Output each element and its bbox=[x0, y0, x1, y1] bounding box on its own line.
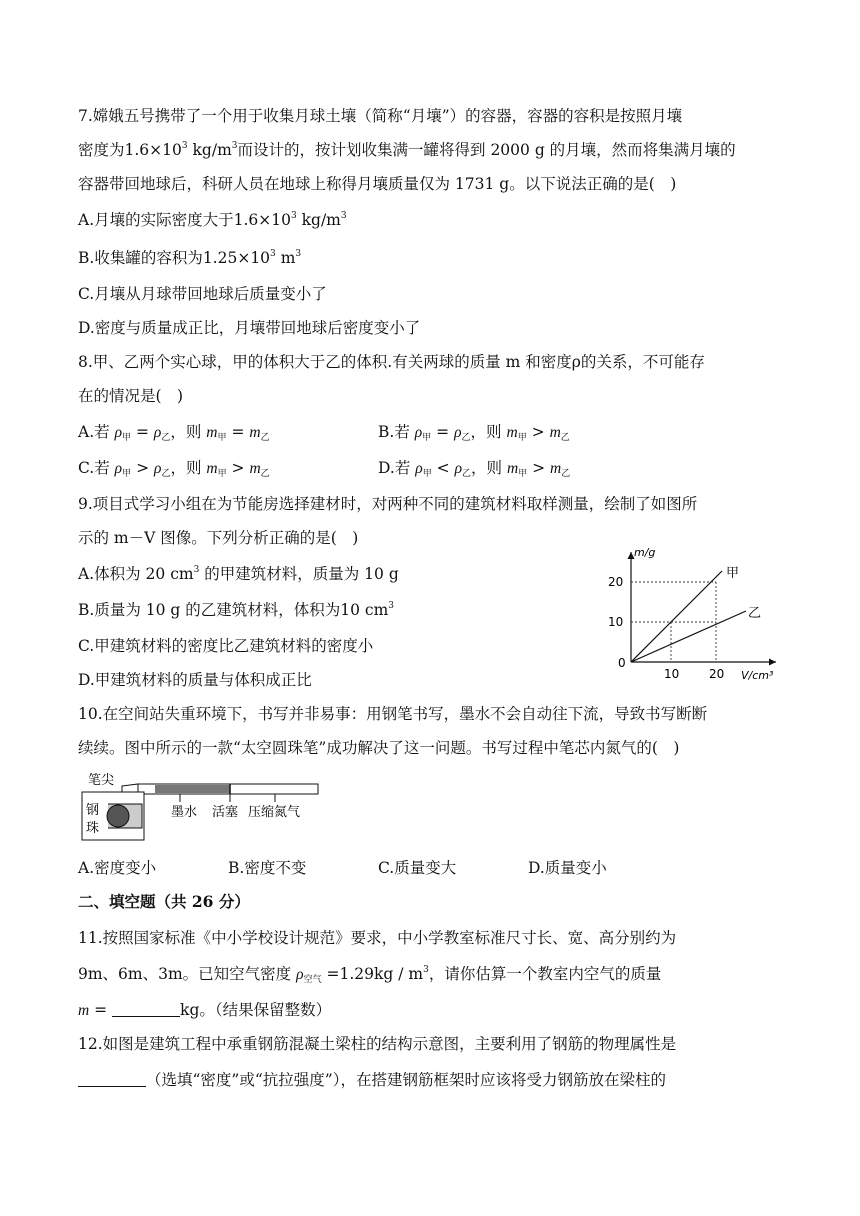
q7-stem-line2: 密度为$1.6\times 10^3$ $kg/m^3$而设计的，按计划收集满一罐将得到 2000 g 的月壤，然而将集满月壤的 bbox=[78, 141, 736, 159]
q9-stem-line2: 示的 m－V 图像。下列分析正确的是( ) bbox=[78, 529, 359, 547]
q7-option-b: B.收集罐的容积为$1.25\times 10^3$ $m^3$ bbox=[78, 249, 302, 267]
y-tick-20: 20 bbox=[608, 575, 624, 589]
q8-option-b: B.若 $\rho_甲 = \rho_乙$，则 $m_甲 > m_乙$ bbox=[378, 423, 570, 443]
q7-stem-line3: 容器带回地球后，科研人员在地球上称得月壤质量仅为 1731 g。以下说法正确的是( ) bbox=[78, 175, 677, 193]
series-yi-label: 乙 bbox=[748, 606, 762, 621]
q11-stem-line3: m = kg。（结果保留整数） bbox=[78, 1001, 332, 1019]
gas-label: 压缩氮气 bbox=[248, 805, 301, 820]
q11-answer-blank[interactable] bbox=[112, 1002, 180, 1017]
q9-stem-line1: 9.项目式学习小组在为节能房选择建材时，对两种不同的建筑材料取样测量，绘制了如图所 bbox=[78, 495, 698, 513]
q10-option-b: B.密度不变 bbox=[228, 859, 307, 877]
q12-stem-line1: 12.如图是建筑工程中承重钢筋混凝土梁柱的结构示意图，主要利用了钢筋的物理属性是 bbox=[78, 1035, 677, 1053]
x-axis-label: V/cm³ bbox=[741, 669, 774, 682]
q7-option-d: D.密度与质量成正比，月壤带回地球后密度变小了 bbox=[78, 319, 421, 337]
x-tick-20: 20 bbox=[709, 667, 725, 681]
q9-option-b: B.质量为 10 g 的乙建筑材料，体积为10 $cm^3$ bbox=[78, 601, 395, 619]
q11-stem-line2: 9m、6m、3m。已知空气密度 $\rho_{空气} =1.29kg / m^3$，请你估算一个教室内空气的质量 bbox=[78, 965, 662, 985]
q10-option-a: A.密度变小 bbox=[78, 859, 157, 877]
q7-option-a: A.月壤的实际密度大于$1.6\times 10^3$ $kg/m^3$ bbox=[78, 211, 347, 229]
q8-option-c: C.若 $\rho_甲 > \rho_乙$，则 $m_甲 > m_乙$ bbox=[78, 459, 270, 479]
q8-option-a: A.若 $\rho_甲 = \rho_乙$，则 $m_甲 = m_乙$ bbox=[78, 423, 270, 443]
q9-option-c: C.甲建筑材料的密度比乙建筑材料的密度小 bbox=[78, 637, 374, 655]
ball-label-1: 钢 bbox=[86, 803, 100, 818]
ball-label-2: 珠 bbox=[86, 821, 100, 836]
q9-option-a: A.体积为 20 $cm^3$ 的甲建筑材料，质量为 10 g bbox=[78, 565, 399, 583]
ink-fill bbox=[155, 785, 230, 793]
series-jia-label: 甲 bbox=[726, 566, 740, 581]
q8-stem-line1: 8.甲、乙两个实心球，甲的体积大于乙的体积.有关两球的质量 m 和密度ρ的关系，不可能存 bbox=[78, 353, 705, 371]
q12-answer-blank[interactable] bbox=[78, 1072, 146, 1087]
steel-ball bbox=[107, 805, 129, 827]
piston-label: 活塞 bbox=[212, 805, 239, 820]
origin-label: 0 bbox=[618, 656, 626, 670]
q10-stem-line2: 续续。图中所示的一款“太空圆珠笔”成功解决了这一问题。书写过程中笔芯内氮气的( ) bbox=[78, 739, 680, 757]
mv-graph bbox=[606, 544, 786, 684]
y-axis-label: m/g bbox=[634, 546, 656, 559]
q9-option-d: D.甲建筑材料的质量与体积成正比 bbox=[78, 671, 312, 689]
q12-stem-line2: （选填“密度”或“抗拉强度”），在搭建钢筋框架时应该将受力钢筋放在梁柱的 bbox=[78, 1070, 666, 1090]
q8-option-d: D.若 $\rho_甲 < \rho_乙$，则 $m_甲 > m_乙$ bbox=[378, 459, 571, 479]
series-jia-line bbox=[631, 571, 722, 662]
pen-tip-label: 笔尖 bbox=[88, 773, 115, 788]
section-title-fill-blank: 二、填空题（共 26 分） bbox=[78, 892, 250, 911]
x-tick-10: 10 bbox=[664, 667, 680, 681]
q10-stem-line1: 10.在空间站失重环境下，书写并非易事：用钢笔书写，墨水不会自动往下流，导致书写断断 bbox=[78, 705, 708, 723]
q7-stem-line1: 7.嫦娥五号携带了一个用于收集月球土壤（简称“月壤”）的容器，容器的容积是按照月壤 bbox=[78, 107, 683, 125]
q8-stem-line2: 在的情况是( ) bbox=[78, 387, 184, 405]
y-tick-10: 10 bbox=[608, 615, 624, 629]
pen-diagram bbox=[80, 770, 320, 844]
ink-label: 墨水 bbox=[171, 805, 198, 820]
q7-option-c: C.月壤从月球带回地球后质量变小了 bbox=[78, 285, 327, 303]
q10-option-c: C.质量变大 bbox=[378, 859, 457, 877]
series-yi-line bbox=[631, 611, 746, 662]
q11-stem-line1: 11.按照国家标准《中小学校设计规范》要求，中小学教室标准尺寸长、宽、高分别约为 bbox=[78, 929, 677, 947]
q10-option-d: D.质量变小 bbox=[528, 859, 607, 877]
